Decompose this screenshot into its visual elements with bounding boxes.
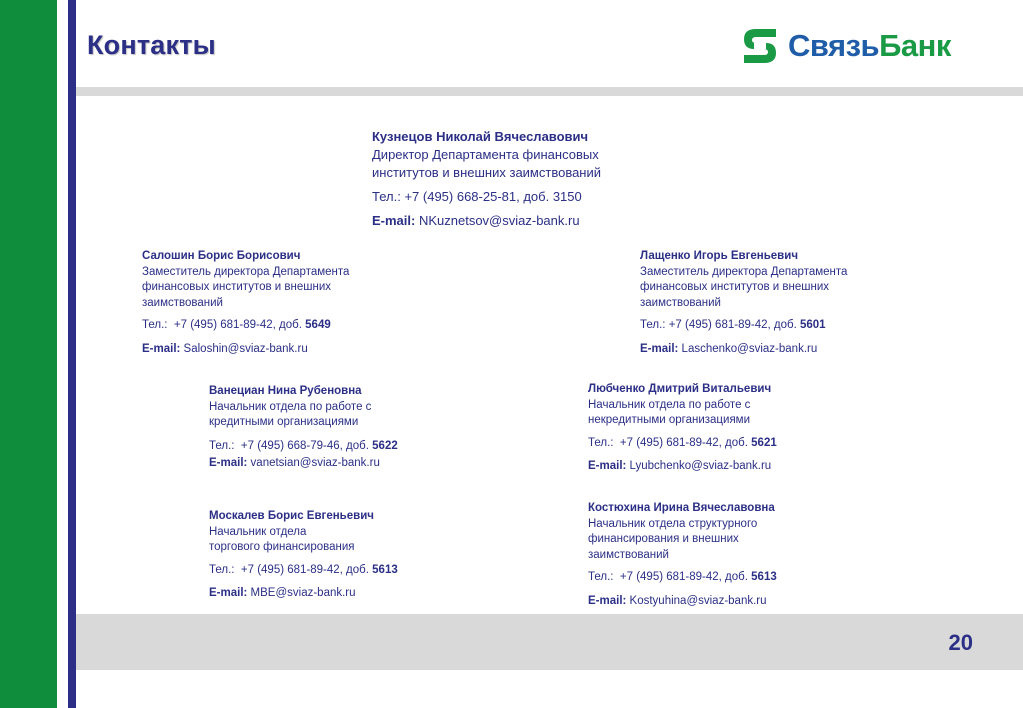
phone-number[interactable]: +7 (495) 681-89-42, доб. — [619, 436, 748, 449]
contact-phone: Тел.: +7 (495) 668-79-46, доб. 5622 — [209, 439, 398, 452]
phone-number[interactable]: +7 (495) 681-89-42, доб. — [619, 571, 748, 583]
phone-ext: 5622 — [372, 439, 398, 452]
contact-card — [640, 249, 847, 357]
contact-card — [209, 384, 398, 472]
contact-name: Кузнецов Николай Вячеславович — [372, 129, 589, 144]
email-link[interactable]: Kostyuhina@sviaz-bank.ru — [629, 594, 767, 607]
contact-email: E-mail: Laschenko@sviaz-bank.ru — [640, 342, 818, 355]
contact-phone: Тел.: +7 (495) 681-89-42, доб. 5649 — [142, 319, 331, 331]
contact-name: Москалев Борис Евгеньевич — [209, 510, 374, 522]
contact-card-director — [372, 128, 601, 230]
email-link[interactable]: Lyubchenko@sviaz-bank.ru — [629, 460, 772, 472]
contact-name: Любченко Дмитрий Витальевич — [588, 383, 772, 395]
phone-number[interactable]: +7 (495) 681-89-42, доб. — [668, 319, 797, 331]
page-number: 20 — [948, 630, 973, 655]
left-white-gap — [57, 0, 68, 708]
contact-email: E-mail: MBE@sviaz-bank.ru — [209, 587, 356, 599]
contact-name: Лащенко Игорь Евгеньевич — [640, 250, 798, 262]
contact-name: Ванециан Нина Рубеновна — [209, 385, 362, 397]
phone-number[interactable]: +7 (495) 668-79-46, доб. — [240, 439, 369, 452]
email-link[interactable]: Saloshin@sviaz-bank.ru — [183, 342, 308, 355]
email-link[interactable]: NKuznetsov@sviaz-bank.ru — [418, 213, 580, 228]
sviaz-bank-s-icon — [740, 25, 780, 67]
brand-logo — [740, 24, 951, 68]
contact-card — [209, 509, 398, 602]
phone-ext: 5621 — [751, 436, 777, 449]
logo-text-sviaz: Связь — [788, 28, 880, 63]
contact-role: Заместитель директора Департамента финансовых институтов и внешних заимствований — [640, 265, 848, 309]
contact-role: Начальник отдела по работе с кредитными организациями — [209, 400, 372, 428]
contact-email: E-mail: NKuznetsov@sviaz-bank.ru — [372, 213, 580, 228]
contact-phone: Тел.: +7 (495) 668-25-81, доб. 3150 — [372, 189, 582, 204]
contact-email: E-mail: Saloshin@sviaz-bank.ru — [142, 342, 308, 355]
phone-number[interactable]: +7 (495) 681-89-42, доб. — [173, 319, 302, 331]
contact-phone: Тел.: +7 (495) 681-89-42, доб. 5621 — [588, 436, 777, 449]
phone-number[interactable]: +7 (495) 681-89-42, доб. — [240, 563, 369, 576]
contact-email: E-mail: vanetsian@sviaz-bank.ru — [209, 457, 380, 469]
phone-ext: 5613 — [751, 571, 777, 583]
footer-band — [76, 614, 1023, 670]
page-title: Контакты — [87, 30, 216, 60]
contact-name: Костюхина Ирина Вячеславовна — [588, 502, 775, 514]
contact-phone: Тел.: +7 (495) 681-89-42, доб. 5613 — [588, 571, 777, 583]
email-link[interactable]: MBE@sviaz-bank.ru — [250, 587, 356, 599]
email-link[interactable]: vanetsian@sviaz-bank.ru — [250, 457, 380, 469]
phone-number[interactable]: +7 (495) 668-25-81, доб. 3150 — [404, 189, 582, 204]
contact-role: Начальник отдела по работе с некредитными организациями — [588, 398, 751, 426]
contact-role: Директор Департамента финансовых институтов и внешних заимствований — [372, 147, 602, 180]
contact-role: Заместитель директора Департамента финансовых институтов и внешних заимствований — [142, 265, 350, 309]
contact-phone: Тел.: +7 (495) 681-89-42, доб. 5601 — [640, 319, 826, 331]
contact-phone: Тел.: +7 (495) 681-89-42, доб. 5613 — [209, 563, 398, 576]
contact-card — [588, 501, 777, 609]
phone-ext: 5613 — [372, 563, 398, 576]
email-link[interactable]: Laschenko@sviaz-bank.ru — [681, 342, 818, 355]
contact-role: Начальник отдела торгового финансирования — [209, 525, 355, 553]
contact-role: Начальник отдела структурного финансирования и внешних заимствований — [588, 517, 758, 561]
contact-email: E-mail: Lyubchenko@sviaz-bank.ru — [588, 460, 772, 472]
logo-text-bank: Банк — [879, 28, 951, 63]
contact-email: E-mail: Kostyuhina@sviaz-bank.ru — [588, 594, 767, 607]
contact-card — [588, 382, 777, 475]
phone-ext: 5649 — [305, 319, 331, 331]
phone-ext: 5601 — [799, 319, 826, 331]
left-green-stripe — [0, 0, 57, 708]
left-blue-stripe — [68, 0, 76, 708]
contact-card — [142, 249, 349, 357]
contact-name: Салошин Борис Борисович — [142, 250, 301, 262]
header-divider — [76, 87, 1023, 96]
